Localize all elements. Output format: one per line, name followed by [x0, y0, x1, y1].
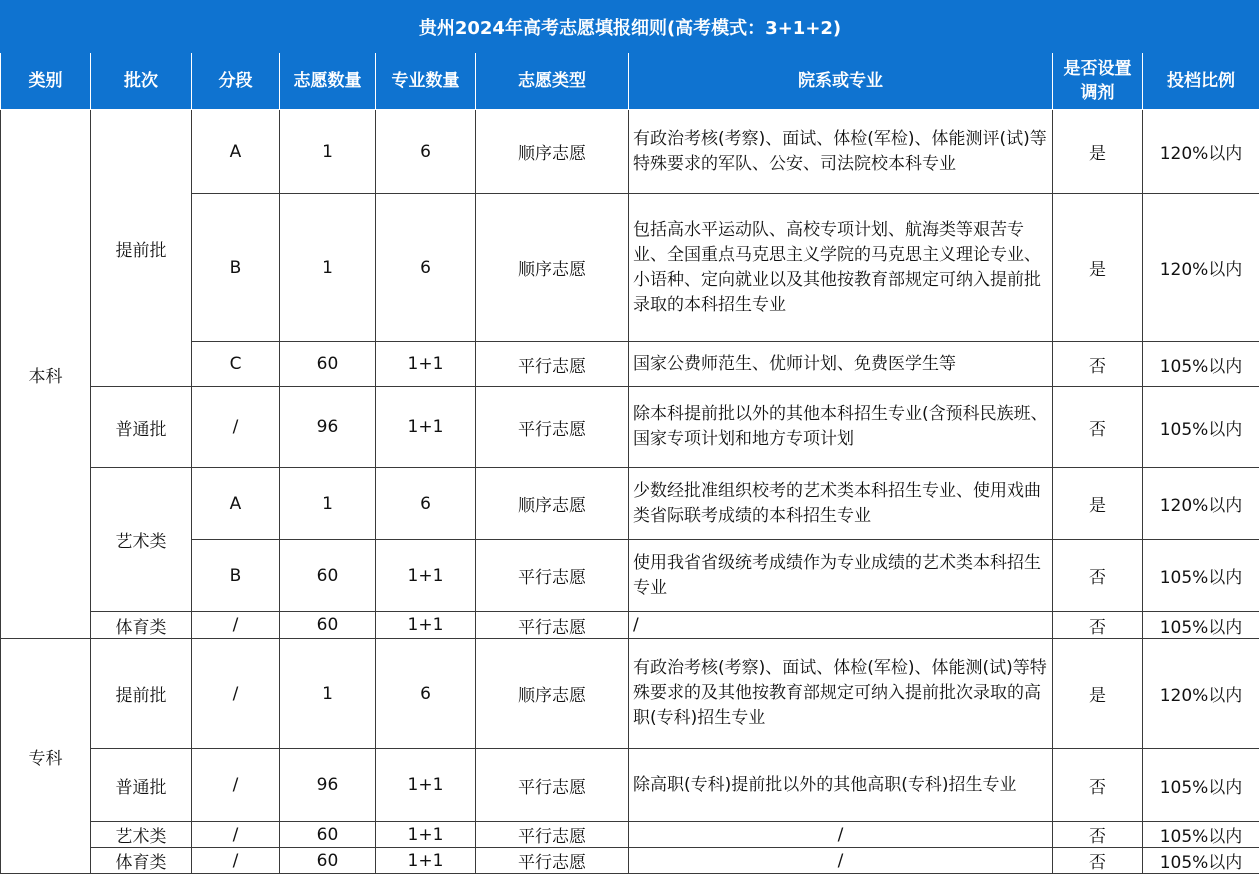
- type-cell: 平行志愿: [476, 749, 629, 822]
- majors-cell: 1+1: [376, 612, 476, 639]
- segment-cell: B: [192, 194, 280, 342]
- segment-cell: A: [192, 468, 280, 540]
- ratio-cell: 105%以内: [1143, 822, 1259, 848]
- segment-cell: /: [192, 749, 280, 822]
- count-cell: 96: [280, 749, 376, 822]
- type-cell: 平行志愿: [476, 848, 629, 874]
- count-cell: 60: [280, 540, 376, 612]
- header-segment: 分段: [192, 53, 280, 110]
- header-major-count: 专业数量: [376, 53, 476, 110]
- batch-sports: 体育类: [91, 848, 192, 874]
- table-row: [1, 468, 1259, 540]
- ratio-cell: 105%以内: [1143, 749, 1259, 822]
- majors-cell: 6: [376, 468, 476, 540]
- count-cell: 60: [280, 822, 376, 848]
- ratio-cell: 105%以内: [1143, 387, 1259, 468]
- adjust-cell: 是: [1053, 639, 1143, 749]
- adjust-cell: 否: [1053, 612, 1143, 639]
- desc-cell: 少数经批准组织校考的艺术类本科招生专业、使用戏曲类省际联考成绩的本科招生专业: [629, 468, 1053, 540]
- count-cell: 60: [280, 342, 376, 387]
- table-row: [1, 110, 1259, 194]
- segment-cell: B: [192, 540, 280, 612]
- table-row: [1, 822, 1259, 848]
- table-title: 贵州2024年高考志愿填报细则(高考模式：3+1+2): [1, 1, 1259, 53]
- desc-cell: /: [629, 848, 1053, 874]
- segment-cell: C: [192, 342, 280, 387]
- table-row: [1, 848, 1259, 874]
- segment-cell: /: [192, 639, 280, 749]
- segment-cell: /: [192, 848, 280, 874]
- header-ratio: 投档比例: [1143, 53, 1259, 110]
- majors-cell: 6: [376, 110, 476, 194]
- type-cell: 平行志愿: [476, 342, 629, 387]
- header-adjust: 是否设置调剂: [1053, 53, 1143, 110]
- header-batch: 批次: [91, 53, 192, 110]
- segment-cell: /: [192, 612, 280, 639]
- ratio-cell: 120%以内: [1143, 639, 1259, 749]
- adjust-cell: 是: [1053, 110, 1143, 194]
- header-category: 类别: [1, 53, 91, 110]
- adjust-cell: 是: [1053, 468, 1143, 540]
- count-cell: 60: [280, 848, 376, 874]
- majors-cell: 1+1: [376, 822, 476, 848]
- majors-cell: 1+1: [376, 749, 476, 822]
- batch-early: 提前批: [91, 110, 192, 387]
- adjust-cell: 否: [1053, 848, 1143, 874]
- type-cell: 平行志愿: [476, 387, 629, 468]
- ratio-cell: 120%以内: [1143, 468, 1259, 540]
- ratio-cell: 105%以内: [1143, 848, 1259, 874]
- desc-cell: 除高职(专科)提前批以外的其他高职(专科)招生专业: [629, 749, 1053, 822]
- desc-cell: 包括高水平运动队、高校专项计划、航海类等艰苦专业、全国重点马克思主义学院的马克思主义理论专业、小语种、定向就业以及其他按教育部规定可纳入提前批录取的本科招生专业: [629, 194, 1053, 342]
- batch-art: 艺术类: [91, 468, 192, 612]
- ratio-cell: 120%以内: [1143, 194, 1259, 342]
- batch-early: 提前批: [91, 639, 192, 749]
- category-undergrad: 本科: [1, 110, 91, 639]
- adjust-cell: 否: [1053, 387, 1143, 468]
- desc-cell: 除本科提前批以外的其他本科招生专业(含预科民族班、国家专项计划和地方专项计划: [629, 387, 1053, 468]
- segment-cell: A: [192, 110, 280, 194]
- type-cell: 顺序志愿: [476, 639, 629, 749]
- ratio-cell: 120%以内: [1143, 110, 1259, 194]
- count-cell: 60: [280, 612, 376, 639]
- adjust-cell: 是: [1053, 194, 1143, 342]
- table-row: [1, 387, 1259, 468]
- desc-cell: 有政治考核(考察)、面试、体检(军检)、体能测评(试)等特殊要求的军队、公安、司法院校本科专业: [629, 110, 1053, 194]
- table-row: [1, 612, 1259, 639]
- ratio-cell: 105%以内: [1143, 342, 1259, 387]
- count-cell: 96: [280, 387, 376, 468]
- majors-cell: 6: [376, 639, 476, 749]
- category-junior: 专科: [1, 639, 91, 874]
- desc-cell: /: [629, 822, 1053, 848]
- majors-cell: 1+1: [376, 342, 476, 387]
- header-department: 院系或专业: [629, 53, 1053, 110]
- desc-cell: 有政治考核(考察)、面试、体检(军检)、体能测(试)等特殊要求的及其他按教育部规定可纳入提前批次录取的高职(专科)招生专业: [629, 639, 1053, 749]
- count-cell: 1: [280, 468, 376, 540]
- majors-cell: 6: [376, 194, 476, 342]
- type-cell: 顺序志愿: [476, 194, 629, 342]
- type-cell: 平行志愿: [476, 822, 629, 848]
- batch-regular: 普通批: [91, 387, 192, 468]
- header-choice-type: 志愿类型: [476, 53, 629, 110]
- segment-cell: /: [192, 822, 280, 848]
- type-cell: 顺序志愿: [476, 468, 629, 540]
- ratio-cell: 105%以内: [1143, 612, 1259, 639]
- header-choice-count: 志愿数量: [280, 53, 376, 110]
- desc-cell: 使用我省省级统考成绩作为专业成绩的艺术类本科招生专业: [629, 540, 1053, 612]
- table-row: [1, 749, 1259, 822]
- majors-cell: 1+1: [376, 848, 476, 874]
- type-cell: 顺序志愿: [476, 110, 629, 194]
- segment-cell: /: [192, 387, 280, 468]
- majors-cell: 1+1: [376, 540, 476, 612]
- batch-sports: 体育类: [91, 612, 192, 639]
- desc-cell: /: [629, 612, 1053, 639]
- ratio-cell: 105%以内: [1143, 540, 1259, 612]
- type-cell: 平行志愿: [476, 612, 629, 639]
- count-cell: 1: [280, 194, 376, 342]
- table-row: [1, 639, 1259, 749]
- desc-cell: 国家公费师范生、优师计划、免费医学生等: [629, 342, 1053, 387]
- adjust-cell: 否: [1053, 342, 1143, 387]
- batch-regular: 普通批: [91, 749, 192, 822]
- count-cell: 1: [280, 110, 376, 194]
- majors-cell: 1+1: [376, 387, 476, 468]
- type-cell: 平行志愿: [476, 540, 629, 612]
- adjust-cell: 否: [1053, 822, 1143, 848]
- count-cell: 1: [280, 639, 376, 749]
- adjust-cell: 否: [1053, 540, 1143, 612]
- batch-art: 艺术类: [91, 822, 192, 848]
- adjust-cell: 否: [1053, 749, 1143, 822]
